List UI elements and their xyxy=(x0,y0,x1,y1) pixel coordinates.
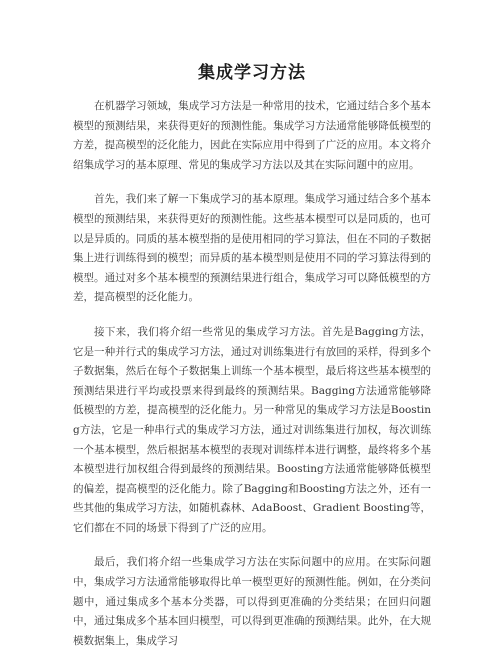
document-title: 集成学习方法 xyxy=(198,63,306,83)
paragraph-intro: 在机器学习领域，集成学习方法是一种常用的技术，它通过结合多个基本模型的预测结果，来获得更好的预测性能。集成学习方法通常能够降低模型的方差，提高模型的泛化能力，因此在实际应用中得到了广泛的应用。本文将介绍集成学习的基本原理、常见的集成学习方法以及其在实际问题中的应用。 xyxy=(73,100,431,171)
paragraph-applications: 最后，我们将介绍一些集成学习方法在实际问题中的应用。在实际问题中，集成学习方法通常能够取得比单一模型更好的预测性能。例如，在分类问题中，通过集成多个基本分类器，可以得到更准确的分类结果；在回归问题中，通过集成多个基本回归模型，可以得到更准确的预测结果。此外，在大规模数据集上，集成学习 xyxy=(73,556,431,647)
document-page xyxy=(73,0,431,651)
paragraph-methods: 接下来，我们将介绍一些常见的集成学习方法。首先是Bagging方法，它是一种并行式的集成学习方法，通过对训练集进行有放回的采样，得到多个子数据集，然后在每个子数据集上训练一个基本模型，最后将这些基本模型的预测结果进行平均或投票来得到最终的预测结果。Bagging方法通常能够降低模型的方差，提高模型的泛化能力。另一种常见的集成学习方法是Boosting方法，它是一种串行式的集成学习方法，通过对训练集进行加权，每次训练一个基本模型，然后根据基本模型的表现对训练样本进行调整，最终将多个基本模型进行加权组合得到最终的预测结果。Boosting方法通常能够降低模型的偏差，提高模型的泛化能力。除了Bagging和Boosting方法之外，还有一些其他的集成学习方法，如随机森林、AdaBoost、Gradient Boosting等，它们都在不同的场景下得到了广泛的应用。 xyxy=(73,325,431,534)
paragraph-principles: 首先，我们来了解一下集成学习的基本原理。集成学习通过结合多个基本模型的预测结果，来获得更好的预测性能。这些基本模型可以是同质的，也可以是异质的。同质的基本模型指的是使用相同的学习算法，但在不同的子数据集上进行训练得到的模型；而异质的基本模型则是使用不同的学习算法得到的模型。通过对多个基本模型的预测结果进行组合，集成学习可以降低模型的方差，提高模型的泛化能力。 xyxy=(73,193,431,304)
